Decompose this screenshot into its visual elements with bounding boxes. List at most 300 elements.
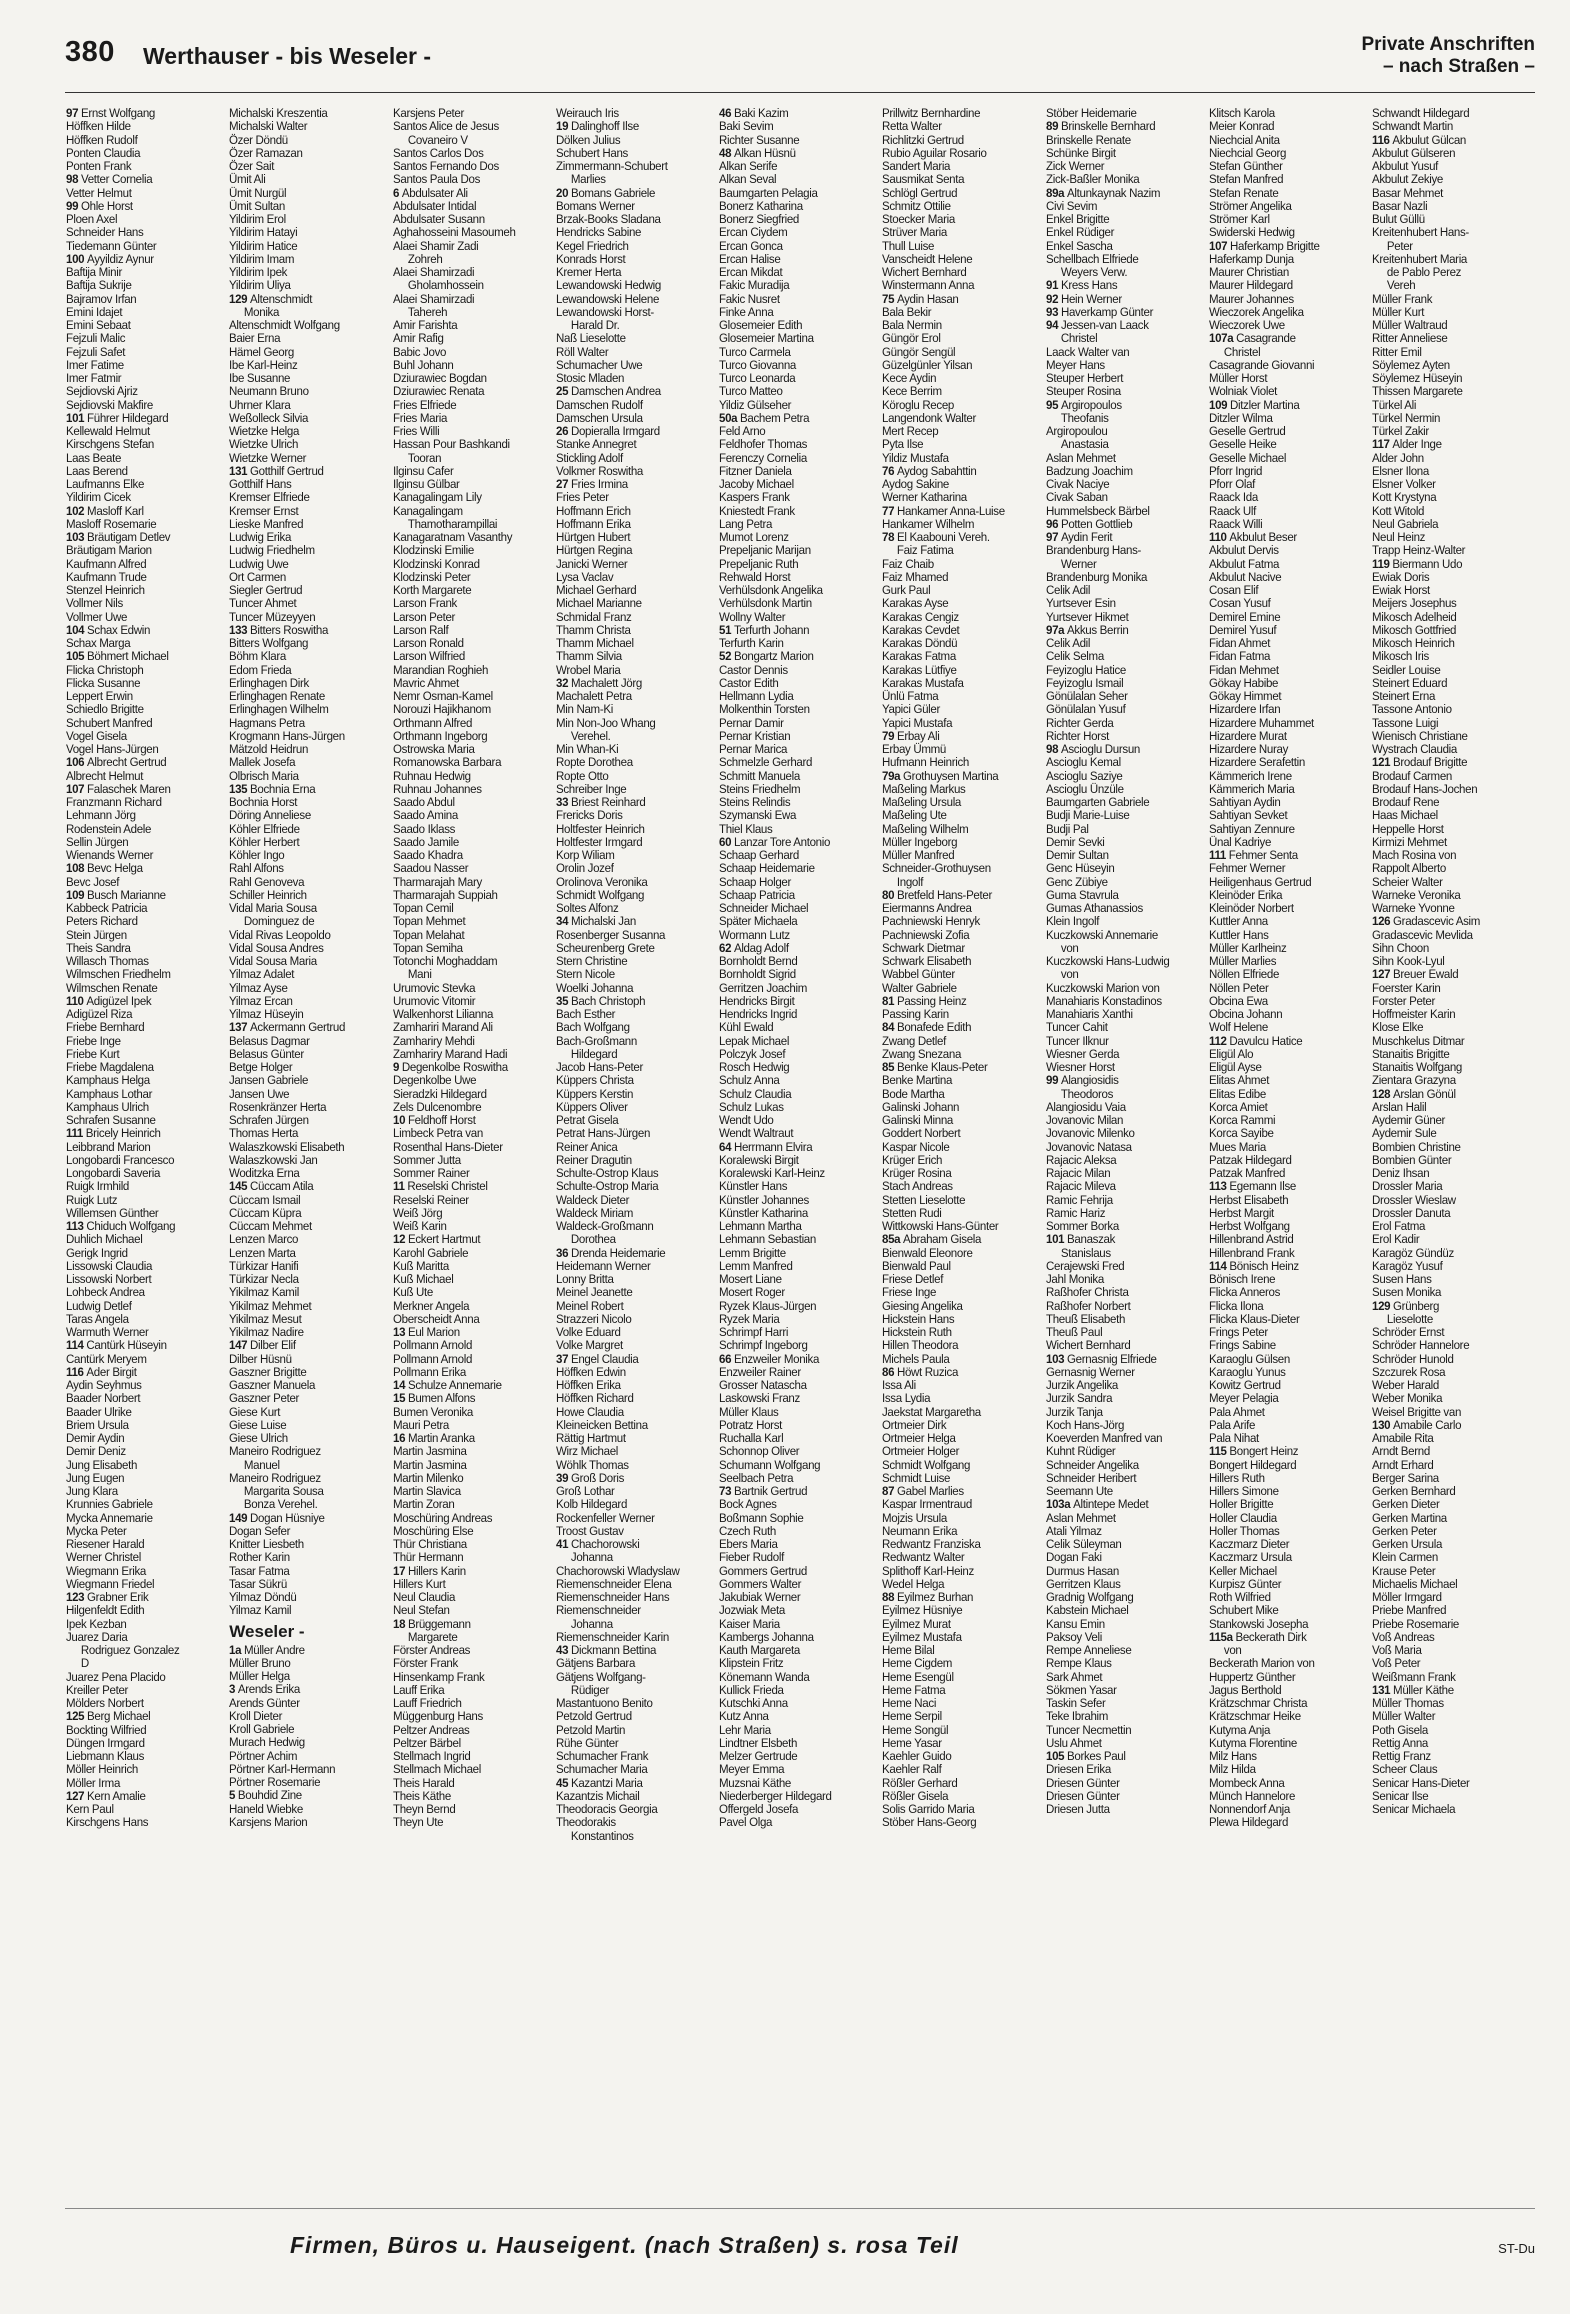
directory-entry xyxy=(1046,876,1198,889)
entry-name: Richter Gerda xyxy=(1045,715,1114,730)
directory-entry xyxy=(719,902,871,915)
directory-columns xyxy=(66,107,1536,2207)
entry-name: Pernar Kristian xyxy=(719,728,791,743)
entry-name: Yilmaz Ercan xyxy=(229,993,293,1008)
entry-name: Norouzi Hajikhanom xyxy=(392,702,491,717)
directory-entry xyxy=(393,1021,545,1034)
entry-name: Imer Fatmir xyxy=(66,371,122,385)
entry-name: Abraham Gisela xyxy=(903,1232,982,1247)
entry-name: Offergeld Josefa xyxy=(719,1802,799,1816)
directory-entry xyxy=(229,1114,381,1127)
entry-name: Kreitenhubert Hans- xyxy=(1372,225,1470,240)
entry-name: Heiligenhaus Gertrud xyxy=(1209,874,1312,889)
directory-entry xyxy=(556,1763,708,1776)
directory-entry xyxy=(882,1101,1034,1114)
directory-entry xyxy=(393,1604,545,1617)
entry-name: Müller Andre xyxy=(244,1642,306,1657)
directory-entry xyxy=(393,558,545,571)
entry-name: Troost Gustav xyxy=(555,1523,624,1538)
entry-name: Civi Sevim xyxy=(1045,198,1097,213)
entry-name: Ort Carmen xyxy=(229,569,287,584)
entry-name: Mombeck Anna xyxy=(1209,1775,1285,1790)
directory-entry xyxy=(1209,452,1361,465)
entry-name: Theuß Paul xyxy=(1045,1325,1103,1339)
entry-name: Möller Irmgard xyxy=(1372,1590,1443,1604)
directory-entry xyxy=(882,929,1034,942)
directory-entry xyxy=(66,1763,218,1776)
entry-name: Kanagalingam xyxy=(392,503,463,518)
entry-name: Pachniewski Zofia xyxy=(882,927,970,942)
entry-name: Trapp Heinz-Walter xyxy=(1372,543,1466,558)
directory-entry xyxy=(229,717,381,730)
entry-name: Eligül Ayse xyxy=(1209,1060,1262,1074)
entry-name: Ruhnau Johannes xyxy=(392,781,482,796)
directory-entry xyxy=(556,438,708,451)
section-title xyxy=(1361,34,1535,78)
directory-entry xyxy=(1209,1750,1361,1763)
directory-entry xyxy=(229,571,381,584)
entry-name: Bitters Wolfgang xyxy=(229,636,309,650)
directory-entry xyxy=(1046,968,1198,981)
entry-name: Stenzel Heinrich xyxy=(66,583,145,597)
entry-name: Schröder Ernst xyxy=(1372,1325,1445,1339)
directory-entry xyxy=(393,902,545,915)
entry-name: Senicar Ilse xyxy=(1372,1788,1429,1803)
entry-name: Zick Werner xyxy=(1045,159,1105,173)
entry-name: Lehr Maria xyxy=(719,1722,772,1737)
entry-name: Celik Süleyman xyxy=(1045,1537,1122,1551)
entry-name: Maneiro Rodriguez xyxy=(229,1470,322,1485)
entry-name: Polczyk Josef xyxy=(719,1046,786,1061)
directory-entry xyxy=(719,200,871,213)
entry-name: Cüccam Küpra xyxy=(229,1205,302,1220)
entry-name: Haferkamp Brigitte xyxy=(1230,238,1320,253)
entry-name: Schröder Hannelore xyxy=(1372,1338,1470,1353)
entry-name: Gurk Paul xyxy=(882,583,931,597)
entry-name: Peters Richard xyxy=(66,914,138,929)
entry-name: Arndt Erhard xyxy=(1372,1457,1434,1472)
entry-name: Künstler Johannes xyxy=(719,1192,810,1207)
entry-name: Weber Harald xyxy=(1372,1378,1440,1392)
directory-entry xyxy=(1209,809,1361,822)
entry-name: Haverkamp Günter xyxy=(1060,304,1153,319)
entry-name: Rahl Genoveva xyxy=(229,874,305,889)
entry-name: Kroll Gabriele xyxy=(229,1722,295,1736)
directory-entry xyxy=(556,1114,708,1127)
directory-entry xyxy=(66,399,218,412)
entry-name: Wirz Michael xyxy=(555,1444,618,1459)
directory-entry xyxy=(556,266,708,279)
directory-entry xyxy=(1372,1644,1524,1657)
directory-entry xyxy=(1209,1565,1361,1578)
entry-name: Banaszak xyxy=(1066,1232,1115,1247)
entry-name: Peltzer Andreas xyxy=(392,1722,470,1737)
entry-name: Fidan Mehmet xyxy=(1209,662,1279,677)
entry-name: Stetten Lieselotte xyxy=(882,1192,966,1207)
house-number: 35 xyxy=(555,993,569,1008)
entry-name: Mikosch Gottfried xyxy=(1372,622,1457,637)
directory-entry xyxy=(882,134,1034,147)
directory-entry xyxy=(556,1194,708,1207)
entry-name: Schrimpf Ingeborg xyxy=(719,1338,808,1353)
directory-entry xyxy=(66,1432,218,1445)
directory-entry xyxy=(393,1233,545,1246)
house-number: 113 xyxy=(66,1219,84,1233)
entry-name: Brodauf Rene xyxy=(1372,795,1440,809)
directory-entry xyxy=(393,1790,545,1803)
entry-name: Yapici Mustafa xyxy=(882,715,953,730)
entry-name: Albrecht Gertrud xyxy=(87,755,167,770)
house-number: 127 xyxy=(1372,967,1391,982)
directory-entry xyxy=(1372,1419,1524,1432)
directory-entry xyxy=(393,1339,545,1352)
directory-entry xyxy=(556,849,708,862)
directory-entry xyxy=(66,478,218,491)
entry-name: Aydemir Sule xyxy=(1372,1126,1437,1141)
entry-name: Bombien Christine xyxy=(1372,1139,1462,1154)
entry-name: Martin Jasmina xyxy=(392,1444,467,1459)
entry-name: Saado Amina xyxy=(392,808,458,823)
directory-entry xyxy=(1209,412,1361,425)
entry-name: Müller Horst xyxy=(1209,371,1268,385)
entry-name: Flicka Anneros xyxy=(1209,1285,1281,1300)
directory-entry xyxy=(719,1618,871,1631)
directory-entry xyxy=(66,385,218,398)
directory-entry xyxy=(882,226,1034,239)
directory-entry xyxy=(556,809,708,822)
entry-name: Ditzler Martina xyxy=(1230,397,1300,412)
entry-name: Künstler Katharina xyxy=(719,1205,809,1220)
directory-entry xyxy=(393,915,545,928)
entry-name: Ilginsu Gülbar xyxy=(392,477,460,491)
directory-entry xyxy=(229,359,381,372)
directory-entry xyxy=(393,399,545,412)
directory-entry xyxy=(882,253,1034,266)
directory-entry xyxy=(1209,1220,1361,1233)
entry-name: Saado Jamile xyxy=(392,834,459,849)
entry-name: Bode Martha xyxy=(882,1086,945,1101)
directory-entry xyxy=(393,770,545,783)
entry-name: Fehmer Werner xyxy=(1209,861,1286,876)
house-number: 107 xyxy=(66,781,85,796)
directory-entry xyxy=(1372,372,1524,385)
entry-name: Priebe Manfred xyxy=(1372,1603,1447,1618)
directory-entry xyxy=(719,1300,871,1313)
directory-entry xyxy=(229,332,381,345)
entry-name: Wittkowski Hans-Günter xyxy=(882,1219,999,1233)
directory-entry xyxy=(66,1141,218,1154)
entry-name: Riemenschneider Karin xyxy=(555,1629,669,1644)
house-number: 103 xyxy=(66,530,85,544)
entry-name: Köroglu Recep xyxy=(882,397,955,412)
house-number: 115a xyxy=(1209,1629,1233,1644)
directory-entry xyxy=(556,425,708,438)
entry-name: Krätzschmar Heike xyxy=(1209,1709,1301,1724)
directory-entry xyxy=(66,836,218,849)
entry-name: Jacob Hans-Peter xyxy=(555,1060,643,1074)
directory-entry xyxy=(882,213,1034,226)
entry-name: Ilginsu Cafer xyxy=(392,463,454,478)
entry-name: Sellin Jürgen xyxy=(66,834,129,849)
directory-entry xyxy=(393,279,545,292)
directory-entry xyxy=(1372,120,1524,133)
entry-name: Hizardere Muhammet xyxy=(1209,715,1315,730)
entry-name: Ipek Kezban xyxy=(66,1616,127,1631)
entry-name: Jozwiak Meta xyxy=(719,1603,786,1618)
entry-name-continuation: Stanislaus xyxy=(1060,1245,1111,1260)
entry-name: Ackermann Gertrud xyxy=(250,1020,346,1035)
entry-name: Müller Waltraud xyxy=(1372,318,1448,332)
house-number: 102 xyxy=(66,503,85,518)
entry-name: Dogan Hüsniye xyxy=(250,1510,325,1525)
entry-name: Kutyma Anja xyxy=(1209,1722,1271,1737)
entry-name: Ascioglu Saziye xyxy=(1045,768,1123,783)
entry-name: Haas Michael xyxy=(1372,808,1439,823)
directory-entry xyxy=(719,796,871,809)
entry-name: Theodoracis Georgia xyxy=(555,1802,658,1816)
house-number: 109 xyxy=(66,887,85,902)
entry-name: Baki Sevim xyxy=(719,119,774,134)
entry-name: Obcina Johann xyxy=(1209,1007,1283,1021)
directory-entry xyxy=(1046,982,1198,995)
directory-entry xyxy=(1046,120,1198,133)
entry-name: Altintepe Medet xyxy=(1072,1497,1149,1512)
directory-entry xyxy=(1046,597,1198,610)
entry-name: Karagöz Yusuf xyxy=(1372,1258,1443,1273)
entry-name: Schneider Hans xyxy=(66,225,144,240)
entry-name: Küppers Oliver xyxy=(555,1099,628,1114)
entry-name: Pyta Ilse xyxy=(882,437,924,452)
entry-name: Michael Marianne xyxy=(555,596,642,611)
entry-name: Laas Berend xyxy=(66,463,128,478)
entry-name: Stanaitis Wolfgang xyxy=(1372,1060,1463,1074)
directory-entry xyxy=(393,1816,545,1829)
entry-name: Senicar Hans-Dieter xyxy=(1372,1775,1470,1790)
directory-entry xyxy=(1046,836,1198,849)
directory-entry xyxy=(719,544,871,557)
directory-entry xyxy=(882,584,1034,597)
entry-name: Kabstein Michael xyxy=(1045,1603,1129,1618)
entry-name: Schax Marga xyxy=(66,636,131,650)
directory-entry xyxy=(66,1697,218,1710)
entry-name: Davulcu Hatice xyxy=(1229,1033,1303,1048)
entry-name: Aydin Seyhmus xyxy=(66,1378,142,1392)
entry-name: Fries Elfriede xyxy=(392,397,456,412)
entry-name: Baftija Sukrije xyxy=(66,278,132,293)
directory-entry xyxy=(882,862,1034,875)
directory-entry xyxy=(393,876,545,889)
entry-name: Kanagaratnam Vasanthy xyxy=(392,530,512,544)
entry-name: Benke Martina xyxy=(882,1073,953,1088)
directory-column xyxy=(1046,107,1209,2207)
directory-entry xyxy=(1209,1326,1361,1339)
entry-name: Warneke Yvonne xyxy=(1372,901,1455,915)
directory-entry xyxy=(66,452,218,465)
directory-column xyxy=(556,107,719,2207)
entry-name: Theis Sandra xyxy=(66,940,131,955)
entry-name: Ferenczy Cornelia xyxy=(719,450,808,465)
entry-name: Prillwitz Bernhardine xyxy=(882,107,981,120)
entry-name: Gökay Himmet xyxy=(1209,689,1282,703)
entry-name: Hürtgen Hubert xyxy=(555,530,631,544)
directory-entry xyxy=(719,1154,871,1167)
entry-name: Sahtiyan Zennure xyxy=(1209,821,1295,836)
directory-entry xyxy=(719,1061,871,1074)
entry-name: Feld Arno xyxy=(719,424,766,438)
entry-name: Rajacic Milan xyxy=(1045,1166,1111,1180)
directory-entry xyxy=(1046,319,1198,332)
directory-entry xyxy=(1209,584,1361,597)
directory-entry xyxy=(882,1737,1034,1750)
entry-name: Zwang Snezana xyxy=(882,1046,962,1061)
entry-name: Yurtsever Hikmet xyxy=(1045,609,1129,624)
entry-name: Zwang Detlef xyxy=(882,1033,947,1048)
entry-name: Emini Idajet xyxy=(66,304,123,319)
entry-name: Mikosch Iris xyxy=(1372,649,1430,664)
directory-entry xyxy=(1046,1512,1198,1525)
directory-entry xyxy=(1046,1114,1198,1127)
entry-name: Leibbrand Marion xyxy=(66,1139,151,1154)
directory-entry xyxy=(1046,1048,1198,1061)
directory-entry xyxy=(393,1286,545,1299)
directory-entry xyxy=(229,1406,381,1419)
directory-entry xyxy=(229,279,381,292)
entry-name: Werner Christel xyxy=(66,1550,141,1565)
entry-name: Kern Paul xyxy=(66,1802,114,1816)
entry-name: Howe Claudia xyxy=(555,1404,624,1419)
entry-name: Tassone Antonio xyxy=(1372,702,1453,717)
entry-name: Rother Karin xyxy=(229,1550,291,1565)
entry-name: Alder Inge xyxy=(1392,437,1443,452)
entry-name: Grabner Erik xyxy=(87,1590,149,1604)
directory-entry xyxy=(882,1088,1034,1101)
entry-name: Lindtner Elsbeth xyxy=(719,1735,798,1750)
entry-name: Laskowski Franz xyxy=(719,1391,801,1406)
directory-entry xyxy=(1209,1167,1361,1180)
directory-entry xyxy=(1209,147,1361,160)
entry-name: Korp Wiliam xyxy=(555,848,615,862)
entry-name: Grothuysen Martina xyxy=(903,768,999,783)
directory-entry xyxy=(1046,1313,1198,1326)
directory-entry xyxy=(393,1763,545,1776)
directory-entry xyxy=(719,1737,871,1750)
entry-name: Bartnik Gertrud xyxy=(734,1484,808,1498)
directory-entry xyxy=(1372,240,1524,253)
house-number: 85a xyxy=(882,1232,901,1247)
directory-entry xyxy=(229,1723,381,1736)
entry-name: Larson Ralf xyxy=(392,622,448,637)
entry-name: Abdulsater Ali xyxy=(401,185,468,200)
entry-name: Turco Leonarda xyxy=(719,371,796,385)
entry-name-continuation: Mani xyxy=(407,967,432,982)
entry-name: Küppers Kerstin xyxy=(555,1086,634,1101)
directory-entry xyxy=(1209,226,1361,239)
directory-entry xyxy=(719,319,871,332)
entry-name: Gerken Dieter xyxy=(1372,1497,1440,1512)
directory-entry xyxy=(719,1538,871,1551)
directory-entry xyxy=(1372,346,1524,359)
directory-entry xyxy=(66,624,218,637)
entry-name-continuation: Bonza Verehel. xyxy=(244,1497,318,1512)
directory-entry xyxy=(66,915,218,928)
entry-name: Rättig Hartmut xyxy=(555,1431,626,1445)
directory-entry xyxy=(556,942,708,955)
directory-entry xyxy=(1372,624,1524,637)
directory-entry xyxy=(229,1538,381,1551)
directory-entry xyxy=(882,173,1034,186)
entry-name: Ploen Axel xyxy=(66,212,118,226)
entry-name: Cüccam Ismail xyxy=(229,1192,301,1207)
directory-entry xyxy=(393,1459,545,1472)
directory-entry xyxy=(229,1379,381,1392)
entry-name: Müller Manfred xyxy=(882,848,955,862)
house-number: 62 xyxy=(719,940,732,955)
directory-entry xyxy=(66,1194,218,1207)
directory-entry xyxy=(1046,862,1198,875)
directory-entry xyxy=(1046,465,1198,478)
directory-entry xyxy=(66,1512,218,1525)
directory-entry xyxy=(1372,730,1524,743)
entry-name: Patzak Manfred xyxy=(1209,1166,1286,1180)
directory-entry xyxy=(1046,478,1198,491)
entry-name: Santos Fernando Dos xyxy=(392,159,499,173)
entry-name: Woditzka Erna xyxy=(229,1166,300,1180)
directory-entry xyxy=(1046,1008,1198,1021)
directory-entry xyxy=(1046,1273,1198,1286)
directory-entry xyxy=(66,319,218,332)
directory-entry xyxy=(1372,1724,1524,1737)
entry-name: Dopieralla Irmgard xyxy=(570,424,660,438)
directory-entry xyxy=(556,1724,708,1737)
directory-entry xyxy=(719,531,871,544)
house-number: 89a xyxy=(1045,185,1065,200)
entry-name: Kuhnt Rüdiger xyxy=(1045,1444,1116,1459)
entry-name: Strömer Karl xyxy=(1209,212,1270,226)
entry-name: Ümit Nurgül xyxy=(229,185,287,200)
entry-name: Wietzke Helga xyxy=(229,424,300,438)
entry-name: Heme Bilal xyxy=(882,1643,935,1657)
entry-name: Gökay Habibe xyxy=(1209,675,1279,690)
entry-name: Petrat Gisela xyxy=(555,1113,619,1127)
entry-name: Hickstein Ruth xyxy=(882,1325,953,1339)
entry-name: Ramic Hariz xyxy=(1045,1205,1105,1220)
entry-name: Hendricks Birgit xyxy=(719,993,795,1008)
directory-entry xyxy=(1209,743,1361,756)
entry-name: Ibe Karl-Heinz xyxy=(229,357,298,372)
entry-name: Türkel Zakir xyxy=(1372,424,1430,438)
entry-name: Chiduch Wolfgang xyxy=(86,1219,176,1233)
directory-entry xyxy=(229,942,381,955)
directory-entry xyxy=(66,849,218,862)
directory-entry xyxy=(229,438,381,451)
directory-entry xyxy=(229,849,381,862)
directory-entry xyxy=(1372,1485,1524,1498)
entry-name: Müggenburg Hans xyxy=(392,1709,483,1724)
entry-name: Schrimpf Harri xyxy=(719,1325,789,1339)
entry-name: Drossler Maria xyxy=(1372,1179,1443,1194)
directory-entry xyxy=(556,399,708,412)
entry-name: Potten Gottlieb xyxy=(1060,516,1133,531)
entry-name: Karakas Ayse xyxy=(882,596,949,611)
directory-entry xyxy=(393,1273,545,1286)
directory-entry xyxy=(1046,1485,1198,1498)
house-number: 39 xyxy=(555,1470,569,1485)
entry-name: Olbrisch Maria xyxy=(229,768,300,783)
entry-name: Susen Monika xyxy=(1372,1285,1442,1300)
entry-name: Petzold Gertrud xyxy=(555,1709,632,1724)
entry-name: Brinskelle Bernhard xyxy=(1060,119,1156,134)
entry-name: Richlitzki Gertrud xyxy=(882,132,965,147)
